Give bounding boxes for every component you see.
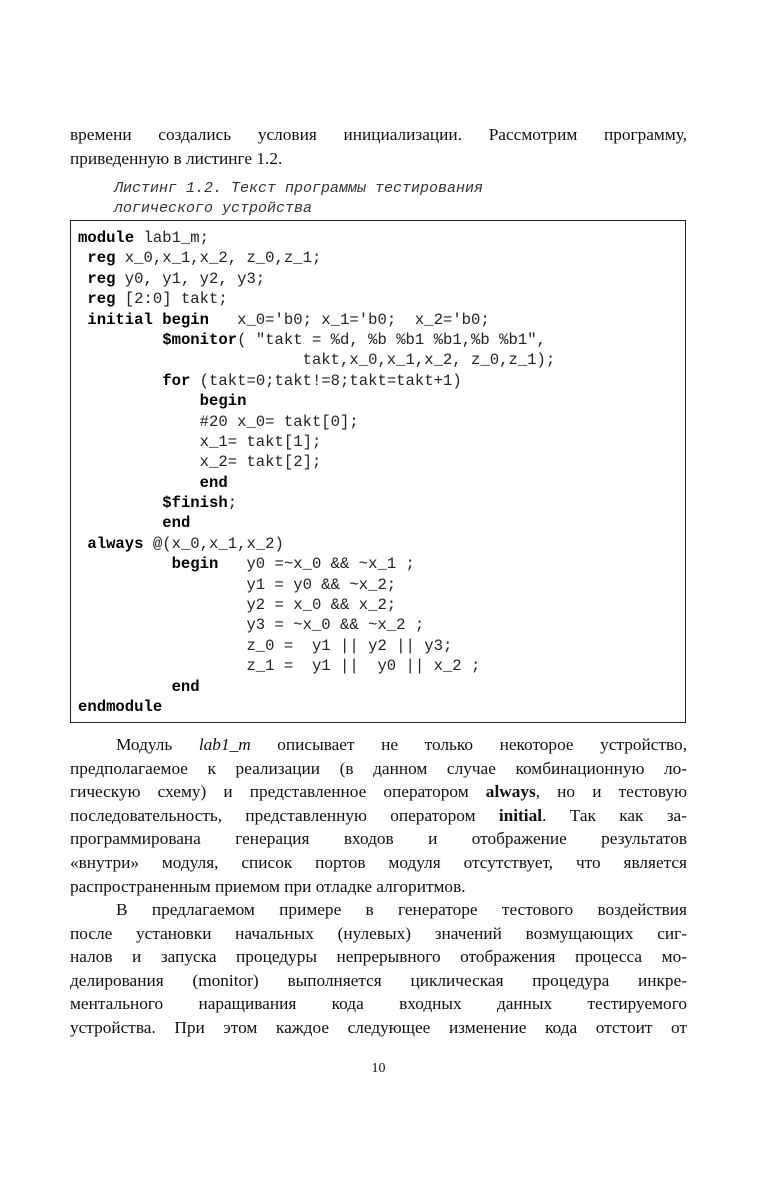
text-run: Модуль — [116, 735, 199, 754]
code-text: z_1 = y1 || y0 || x_2 ; — [78, 657, 481, 676]
code-text — [78, 290, 87, 308]
code-text — [78, 494, 162, 512]
keyword-initial: initial — [498, 805, 543, 825]
text-line — [70, 804, 687, 828]
code-keyword: initial begin — [87, 310, 210, 329]
code-text — [78, 249, 87, 267]
code-text: @(x_0,x_1,x_2) — [143, 534, 284, 553]
text-run: описывает не только некоторое устройство, — [250, 735, 688, 754]
code-keyword: begin — [171, 555, 219, 574]
text-line: «внутри» модуля, список портов модуля отсутствует, что является — [70, 852, 687, 872]
code-line — [78, 452, 555, 472]
code-keyword: end — [199, 473, 228, 492]
code-text: [2:0] takt; — [115, 290, 228, 309]
caption-line: логического устройства — [114, 200, 313, 217]
code-keyword: endmodule — [78, 697, 163, 716]
code-line — [78, 554, 555, 574]
code-text: y1 = y0 && ~x_2; — [78, 575, 397, 594]
intro-paragraph — [70, 123, 687, 170]
page-number: 10 — [371, 1061, 386, 1076]
code-line — [78, 248, 555, 268]
code-keyword: reg — [87, 249, 116, 268]
code-text — [78, 270, 87, 288]
text-line: распространенным приемом при отладке алгоритмов. — [70, 876, 466, 896]
text-run: гическую схему) и представленное оператором — [70, 782, 486, 802]
code-text — [78, 555, 172, 573]
code-text: x_0,x_1,x_2, z_0,z_1; — [115, 249, 322, 268]
text-line: В предлагаемом примере в генераторе тестового воздействия — [116, 900, 687, 919]
code-text: y2 = x_0 && x_2; — [78, 596, 397, 615]
code-line — [78, 513, 555, 533]
keyword-always: always — [485, 782, 536, 802]
code-text: z_0 = y1 || y2 || y3; — [78, 636, 453, 655]
code-line — [78, 493, 555, 513]
code-line — [78, 595, 555, 615]
code-keyword: reg — [87, 290, 116, 309]
code-text: ; — [227, 494, 238, 513]
code-text: x_2= takt[2]; — [78, 453, 322, 472]
module-description-paragraph — [70, 733, 687, 898]
code-line — [78, 656, 555, 676]
code-line — [78, 350, 555, 370]
text-line: налов и запуска процедуры непрерывного отображения процесса мо- — [70, 947, 687, 967]
code-line — [78, 391, 555, 411]
code-line — [78, 575, 555, 595]
code-line — [78, 636, 555, 656]
code-keyword: end — [171, 677, 200, 696]
text-line: ментального наращивания кода входных данных тестируемого — [70, 994, 687, 1014]
text-line: программирована генерация входов и отображение результатов — [70, 829, 687, 849]
text-run: последовательность, представленную оператором — [70, 805, 499, 825]
code-keyword: reg — [87, 269, 116, 288]
text-line: приведенную в листинге 1.2. — [70, 148, 283, 168]
code-text: y0, y1, y2, y3; — [115, 269, 266, 288]
code-text: y3 = ~x_0 && ~x_2 ; — [78, 616, 425, 635]
code-text — [78, 535, 87, 553]
code-line — [78, 473, 555, 493]
code-keyword: for — [162, 371, 191, 390]
listing-caption — [114, 179, 483, 219]
code-listing-box — [70, 220, 686, 723]
text-line: времени создались условия инициализации. Рассмотрим программу, — [70, 125, 687, 144]
code-text: lab1_m; — [134, 229, 210, 247]
code-keyword: end — [162, 514, 191, 533]
code-text: x_0='b0; x_1='b0; x_2='b0; — [209, 310, 490, 329]
example-paragraph — [70, 898, 687, 1040]
code-line — [78, 371, 555, 391]
code-text — [78, 678, 172, 696]
module-name: lab1_m — [198, 735, 251, 754]
code-text — [78, 311, 87, 329]
text-line — [70, 733, 687, 757]
text-line — [70, 780, 687, 804]
code-line — [78, 412, 555, 432]
text-line: после установки начальных (нулевых) значений возмущающих сиг- — [70, 923, 687, 943]
code-line — [78, 330, 555, 350]
code-keyword: $finish — [162, 494, 228, 513]
code-line — [78, 697, 555, 717]
text-run: , но и тестовую — [535, 782, 687, 802]
code-listing — [78, 228, 555, 717]
code-line — [78, 615, 555, 635]
code-text: y0 =~x_0 && ~x_1 ; — [218, 555, 415, 574]
code-text: x_1= takt[1]; — [78, 432, 322, 451]
text-run: . Так как за- — [542, 805, 687, 825]
code-keyword: always — [87, 534, 144, 553]
code-text: takt,x_0,x_1,x_2, z_0,z_1); — [78, 351, 556, 370]
code-text — [78, 331, 162, 349]
code-text — [78, 514, 162, 532]
code-line — [78, 534, 555, 554]
code-line — [78, 432, 555, 452]
code-line — [78, 289, 555, 309]
code-text: ( "takt = %d, %b %b1 %b1,%b %b1", — [237, 330, 546, 349]
text-line: предполагаемое к реализации (в данном случае комбинационную ло- — [70, 758, 687, 778]
code-line — [78, 310, 555, 330]
code-text — [78, 392, 200, 410]
code-text — [78, 372, 162, 390]
code-keyword: module — [78, 229, 135, 247]
text-line: делирования (monitor) выполняется циклическая процедура инкре- — [70, 970, 687, 990]
code-line — [78, 269, 555, 289]
code-text: #20 x_0= takt[0]; — [78, 412, 359, 431]
code-line — [78, 677, 555, 697]
code-text — [78, 474, 200, 492]
code-keyword: begin — [199, 392, 247, 411]
text-line: устройства. При этом каждое следующее изменение кода отстоит от — [70, 1017, 687, 1037]
code-keyword: $monitor — [162, 330, 238, 349]
code-text: (takt=0;takt!=8;takt=takt+1) — [190, 371, 462, 390]
code-line — [78, 228, 555, 248]
caption-line: Листинг 1.2. Текст программы тестирования — [114, 180, 484, 197]
